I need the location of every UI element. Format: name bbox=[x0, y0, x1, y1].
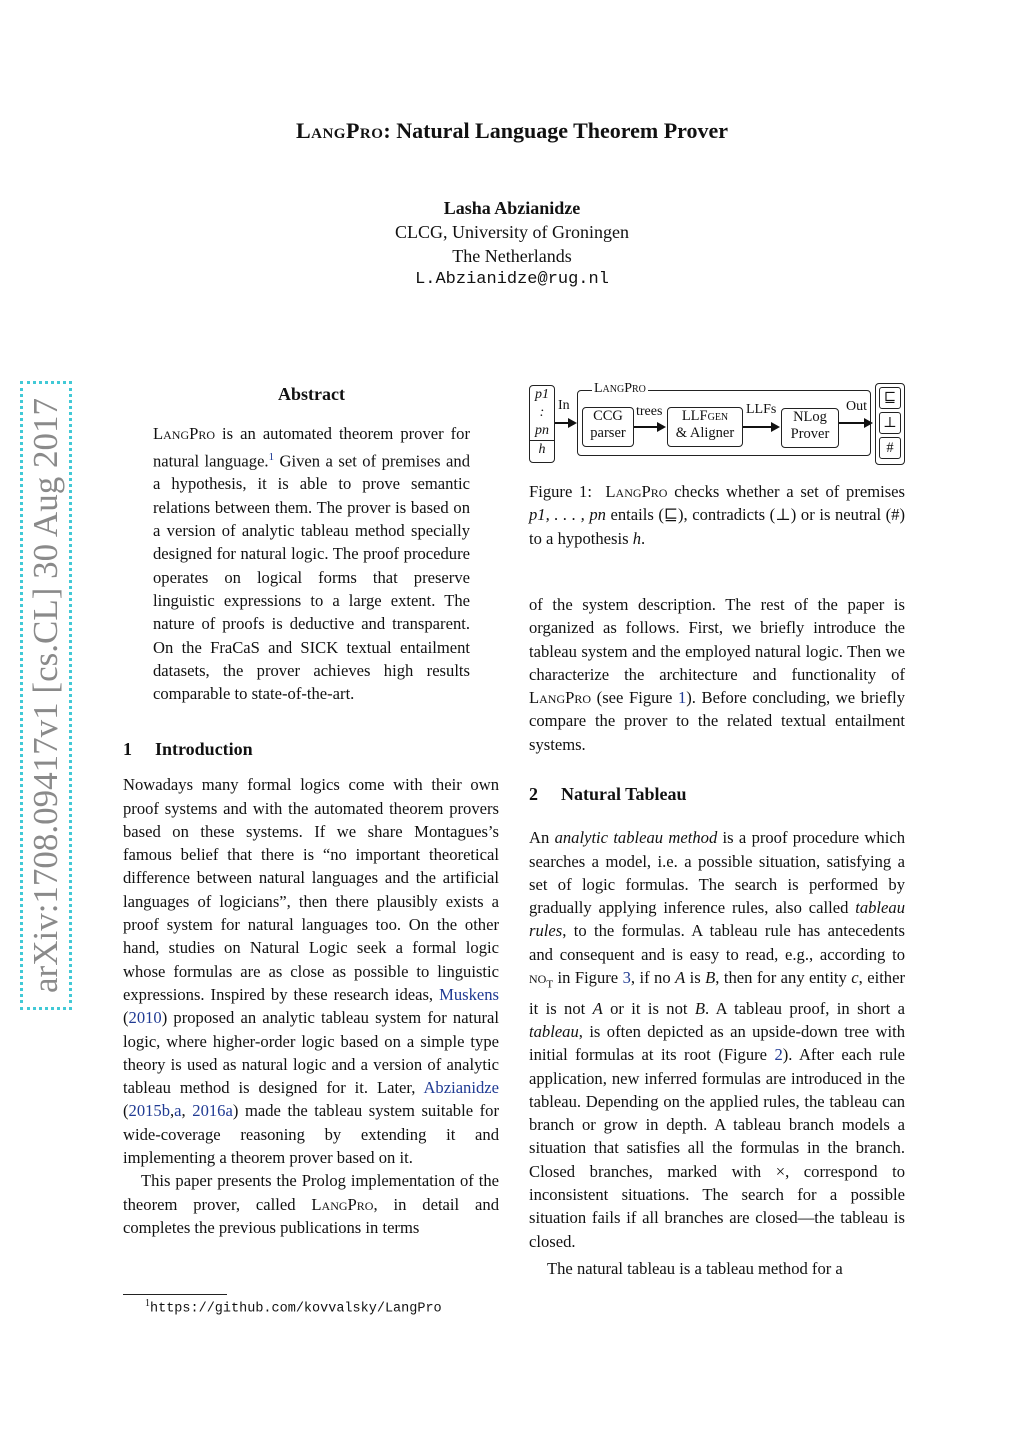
caption-hypothesis: h bbox=[632, 528, 641, 548]
tableau-s4: in Figure bbox=[553, 968, 623, 988]
author-affiliation: CLCG, University of Groningen bbox=[395, 222, 629, 242]
llfs-label: LLFs bbox=[746, 402, 777, 417]
tableau-em1: analytic tableau method bbox=[554, 828, 718, 848]
right-intro-text-b: (see Figure bbox=[591, 688, 678, 708]
intro-text-c: ) made the tableau system suitable for wide-coverage reasoning by extending it and implementing a theorem prover based on it. bbox=[123, 1101, 500, 1168]
author-block bbox=[0, 196, 1024, 292]
footnote-mark[interactable]: 1 bbox=[268, 450, 275, 463]
title-rest: : Natural Language Theorem Prover bbox=[383, 118, 729, 143]
tableau-s3: , to the formulas. A tableau rule has antecedents and consequent and is easy to read, e.g., according to bbox=[529, 921, 905, 964]
tableau-paragraph-2: The natural tableau is a tableau method for a bbox=[547, 1258, 843, 1278]
llfgen-line2: & Aligner bbox=[675, 425, 735, 441]
figure-1-diagram bbox=[526, 380, 908, 470]
tableau-s9: or it is not bbox=[602, 998, 695, 1018]
right-intro-paragraph bbox=[529, 593, 905, 756]
abstract-text-part1: is an automated theorem prover for natural language. bbox=[153, 424, 470, 471]
caption-system-name: LangPro bbox=[605, 482, 668, 501]
footnote bbox=[145, 1298, 442, 1317]
cite-muskens-year[interactable]: 2010 bbox=[128, 1008, 162, 1028]
intro-paragraph-1 bbox=[123, 773, 499, 1169]
right-intro-text-a: of the system description. The rest of the paper is organized as follows. First, we briefly introduce the tableau system and the employed natural logic. Then we characterize the architecture and functionality of bbox=[529, 595, 905, 684]
nlog-line2: Prover bbox=[790, 426, 830, 442]
paren-open-2: ( bbox=[123, 1101, 129, 1121]
tableau-s2: is a proof procedure which searches a model, i.e. a possible situation, satisfying a set of logic formulas. The search is performed by gradually applying inference rules, also called bbox=[529, 828, 905, 918]
intro-title: Introduction bbox=[155, 739, 253, 759]
natural-tableau-section bbox=[529, 783, 905, 1280]
figure-1-ref[interactable]: 1 bbox=[677, 688, 687, 708]
author-country: The Netherlands bbox=[452, 246, 572, 266]
input-dots: : bbox=[539, 405, 545, 420]
output-neutral: # bbox=[879, 437, 901, 459]
output-contradicts: ⊥ bbox=[879, 412, 901, 434]
intro-p2-text-b: , in detail and completes the previous publications in terms bbox=[123, 1194, 499, 1237]
cite-2015a[interactable]: a bbox=[174, 1101, 182, 1121]
tableau-s6: is bbox=[685, 968, 706, 988]
rule-no: no bbox=[529, 968, 547, 988]
caption-text-a: checks whether a set of premises bbox=[667, 482, 906, 501]
footnote-rule bbox=[123, 1294, 227, 1295]
comma: , bbox=[170, 1101, 175, 1121]
arxiv-stamp: arXiv:1708.09417v1 [cs.CL] 30 Aug 2017 bbox=[20, 381, 72, 1010]
trees-label: trees bbox=[636, 404, 663, 419]
in-label: In bbox=[558, 398, 570, 413]
cite-2016a[interactable]: 2016a bbox=[192, 1101, 233, 1121]
intro-number: 1 bbox=[123, 739, 132, 759]
output-relations-box bbox=[875, 383, 905, 465]
langpro-label: LangPro bbox=[594, 381, 646, 396]
llfs-arrow bbox=[743, 426, 778, 428]
var-a-2: A bbox=[592, 998, 603, 1018]
input-h: h bbox=[530, 440, 554, 459]
intro-paragraph-2 bbox=[123, 1169, 499, 1239]
caption-text-b: entails (⊑), contradicts (⊥) or is neutral (#) to a hypothesis bbox=[529, 505, 906, 548]
input-pn: pn bbox=[535, 423, 549, 438]
title-system-name: LangPro bbox=[295, 118, 384, 143]
output-entails: ⊑ bbox=[879, 387, 901, 409]
ccg-parser-box bbox=[582, 407, 634, 447]
caption-premises: p1, . . . , pn bbox=[529, 505, 606, 525]
intro-text-a: Nowadays many formal logics come with their own proof systems and with the automated theorem provers based on these systems. If we share Montagues’s famous belief that there is “no important theoretical difference between natural languages and the artificial languages of logicians”, then there plausibly exists a proof system for natural languages too. On the other hand, studies on Natural Logic seek a formal logic whose formulas are as close as possible to linguistic expressions. Inspired by these research ideas, bbox=[123, 775, 499, 1004]
ccg-line2: parser bbox=[590, 425, 626, 441]
cite-muskens[interactable]: Muskens bbox=[439, 984, 499, 1004]
rule-no-subscript: T bbox=[546, 978, 554, 991]
ccg-line1: CCG bbox=[593, 408, 623, 424]
input-p1: p1 bbox=[535, 387, 549, 402]
tableau-s12: ). After each rule application, new inferred formulas are introduced in the tableau. Depending on the applied rules, the tableau can branch or grow in depth. A tableau branch models a situation that satisfies all the formulas in the branch. Closed branches, marked with ×, correspond to inconsistent situations. The search for a possible situation fails if all branches are closed—the tableau is closed. bbox=[529, 1045, 905, 1251]
var-b-2: B bbox=[694, 998, 706, 1018]
in-arrow bbox=[555, 422, 575, 424]
figure-2-ref[interactable]: 2 bbox=[774, 1045, 783, 1065]
abstract-heading: Abstract bbox=[278, 384, 345, 404]
introduction-section bbox=[123, 738, 499, 1239]
tableau-paragraph-1 bbox=[529, 826, 905, 1253]
intro-system-name: LangPro bbox=[311, 1194, 374, 1214]
right-intro-system-name: LangPro bbox=[529, 688, 592, 708]
tableau-s8: , either it is not bbox=[529, 968, 905, 1018]
trees-arrow bbox=[634, 426, 664, 428]
tableau-em2: tableau rules bbox=[529, 898, 905, 941]
figure-1-caption bbox=[529, 480, 905, 550]
cite-2015b[interactable]: 2015b bbox=[128, 1101, 171, 1121]
paren-open: ( bbox=[123, 1008, 129, 1028]
llfgen-line1: LLFgen bbox=[681, 408, 729, 424]
tableau-em3: tableau bbox=[529, 1021, 579, 1041]
var-b: B bbox=[705, 968, 716, 988]
intro-p2-text-a: This paper presents the Prolog implementation of the theorem prover, called bbox=[123, 1171, 499, 1214]
comma-space: , bbox=[181, 1101, 193, 1121]
nlog-prover-box bbox=[781, 408, 839, 448]
right-intro-continuation bbox=[529, 593, 905, 756]
tableau-s7: , then for any entity bbox=[715, 968, 852, 988]
tableau-number: 2 bbox=[529, 784, 538, 804]
intro-text-b: ) proposed an analytic tableau system for natural logic, where higher-order logic based on a simple type theory is used as natural logic and a version of analytic tableau method is designed for it. Later, bbox=[123, 1008, 499, 1098]
intro-heading bbox=[123, 738, 499, 761]
paper-title bbox=[0, 118, 1024, 144]
cite-abzianidze[interactable]: Abzianidze bbox=[423, 1078, 499, 1098]
right-intro-text-c: ). Before concluding, we briefly compare the prover to the related textual entailment systems. bbox=[529, 688, 906, 754]
abstract-system-name: LangPro bbox=[153, 424, 216, 444]
var-a: A bbox=[675, 968, 686, 988]
nlog-line1: NLog bbox=[793, 409, 827, 425]
out-arrow bbox=[839, 422, 871, 424]
tableau-s5: , if no bbox=[630, 968, 676, 988]
llfgen-aligner-box bbox=[667, 407, 743, 447]
tableau-s10: . A tableau proof, in short a bbox=[705, 998, 905, 1018]
out-label: Out bbox=[846, 399, 867, 414]
tableau-title: Natural Tableau bbox=[561, 784, 687, 804]
caption-end: . bbox=[641, 528, 646, 548]
input-premises-box bbox=[529, 385, 555, 463]
var-c: c bbox=[851, 968, 859, 988]
author-email: L.Abzianidze@rug.nl bbox=[415, 270, 609, 289]
caption-label: Figure 1: bbox=[529, 482, 592, 501]
abstract-text bbox=[153, 422, 470, 705]
footnote-url[interactable]: https://github.com/kovvalsky/LangPro bbox=[150, 1301, 442, 1317]
figure-3-ref[interactable]: 3 bbox=[622, 968, 631, 988]
footnote-number: 1 bbox=[145, 1298, 150, 1309]
abstract-section bbox=[153, 383, 470, 705]
author-name: Lasha Abzianidze bbox=[443, 198, 581, 218]
abstract-text-part2: Given a set of premises and a hypothesis, it is able to prove semantic relations between them. The prover is based on a version of analytic tableau method specially designed for natural logic. The proof procedure operates on logical forms that preserve linguistic expressions to a large extent. The nature of proofs is deductive and transparent. On the FraCaS and SICK textual entailment datasets, the prover achieves high results comparable to state-of-the-art. bbox=[153, 451, 470, 704]
tableau-heading bbox=[529, 783, 905, 806]
tableau-s11: , is often depicted as an upside-down tree with initial formulas at its root (Figure bbox=[529, 1021, 905, 1065]
tableau-s1: An bbox=[529, 828, 555, 848]
